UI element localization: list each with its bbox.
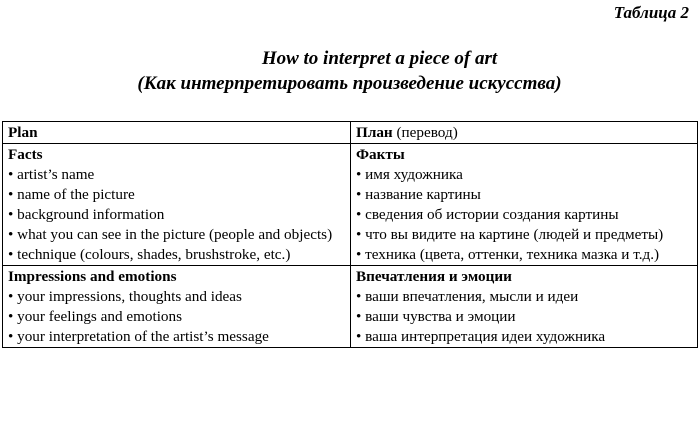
list-item: • ваши чувства и эмоции: [356, 308, 516, 325]
header-plan: Plan: [8, 124, 38, 141]
table-row-impressions: [3, 266, 698, 348]
list-item: • artist’s name: [8, 166, 95, 183]
table-header-row: [3, 122, 698, 144]
list-item: • сведения об истории создания картины: [356, 206, 619, 223]
list-item: • имя художника: [356, 166, 463, 183]
list-item: • technique (colours, shades, brushstroke, etc.): [8, 246, 291, 263]
header-plan-ru: План: [356, 124, 393, 141]
list-item: • название картины: [356, 186, 481, 203]
header-plan-ru-cell: [351, 122, 698, 144]
header-plan-cell: [3, 122, 351, 144]
title-russian: (Как интерпретировать произведение искусства): [137, 73, 562, 94]
list-item: • what you can see in the picture (people and objects): [8, 226, 333, 243]
impressions-title-en: Impressions and emotions: [8, 268, 177, 285]
list-item: • что вы видите на картине (людей и предметы): [356, 226, 664, 243]
facts-cell-ru: [351, 144, 698, 266]
list-item: • background information: [8, 206, 165, 223]
title-english: How to interpret a piece of art: [261, 48, 498, 69]
list-item: • ваша интерпретация идеи художника: [356, 328, 606, 345]
list-item: • your impressions, thoughts and ideas: [8, 288, 242, 305]
impressions-cell-en: [3, 266, 351, 348]
table-number-label: Таблица 2: [613, 3, 689, 22]
list-item: • name of the picture: [8, 186, 135, 203]
header-translation-note: (перевод): [392, 124, 458, 141]
interpretation-table: [2, 121, 698, 348]
impressions-title-ru: Впечатления и эмоции: [356, 268, 512, 285]
facts-title-en: Facts: [8, 146, 43, 163]
list-item: • your interpretation of the artist’s message: [8, 328, 269, 345]
list-item: • техника (цвета, оттенки, техника мазка и т.д.): [356, 246, 660, 263]
facts-title-ru: Факты: [356, 146, 405, 163]
list-item: • your feelings and emotions: [8, 308, 183, 325]
list-item: • ваши впечатления, мысли и идеи: [356, 288, 579, 305]
table-row-facts: [3, 144, 698, 266]
impressions-cell-ru: [351, 266, 698, 348]
facts-cell-en: [3, 144, 351, 266]
